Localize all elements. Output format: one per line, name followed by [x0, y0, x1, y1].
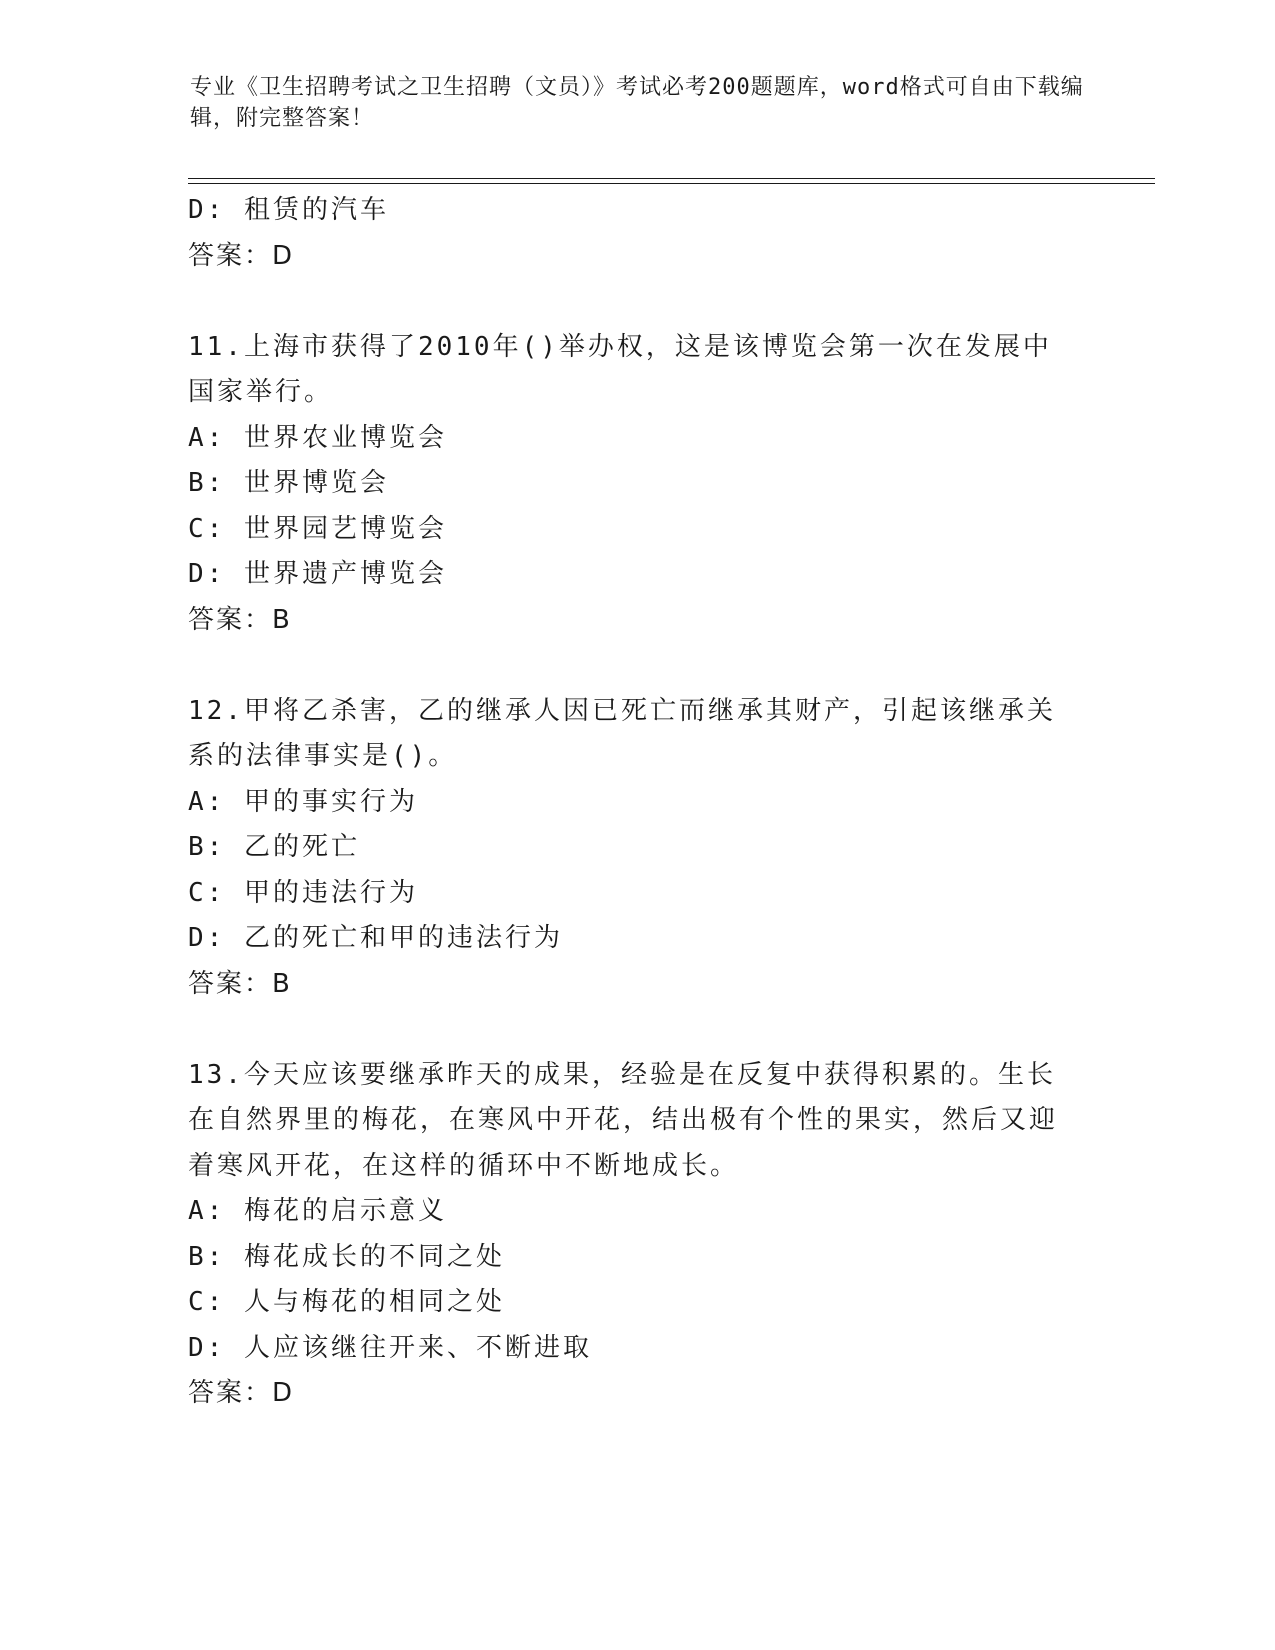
- question-stem: 13.今天应该要继承昨天的成果，经验是在反复中获得积累的。生长在自然界里的梅花，在寒风中开花，结出极有个性的果实，然后又迎着寒风开花，在这样的循环中不断地成长。: [188, 1059, 1059, 1181]
- spacer: [188, 1007, 1078, 1053]
- answer-line: 答案：B: [188, 968, 292, 999]
- option-a: A: 梅花的启示意义: [188, 1196, 447, 1226]
- option-d: D: 租赁的汽车: [188, 195, 389, 225]
- option-a: A: 世界农业博览会: [188, 422, 447, 453]
- question-13: [188, 1053, 1078, 1417]
- previous-question-tail: [188, 188, 1078, 279]
- header-text: 专业《卫生招聘考试之卫生招聘（文员）》考试必考200题题库，word格式可自由下载编辑，附完整答案！: [190, 75, 1084, 131]
- spacer: [188, 279, 1078, 325]
- header-divider-top: [188, 178, 1155, 179]
- option-c: C: 甲的违法行为: [188, 877, 418, 908]
- option-b: B: 乙的死亡: [188, 832, 360, 862]
- option-b: B: 梅花成长的不同之处: [188, 1241, 505, 1272]
- option-d: D: 世界遗产博览会: [188, 559, 447, 589]
- option-b: B: 世界博览会: [188, 468, 389, 498]
- answer-line: 答案：D: [188, 240, 295, 271]
- option-c: C: 世界园艺博览会: [188, 513, 447, 544]
- question-content: [188, 188, 1078, 1417]
- option-d: D: 乙的死亡和甲的违法行为: [188, 923, 563, 953]
- document-header: [190, 72, 1090, 134]
- question-11: [188, 325, 1078, 644]
- question-stem: 12.甲将乙杀害，乙的继承人因已死亡而继承其财产，引起该继承关系的法律事实是()。: [188, 695, 1056, 771]
- answer-line: 答案：B: [188, 604, 292, 635]
- spacer: [188, 643, 1078, 689]
- question-stem: 11.上海市获得了2010年()举办权，这是该博览会第一次在发展中国家举行。: [188, 331, 1052, 407]
- option-d: D: 人应该继往开来、不断进取: [188, 1332, 592, 1363]
- answer-line: 答案：D: [188, 1378, 295, 1408]
- option-c: C: 人与梅花的相同之处: [188, 1287, 505, 1317]
- option-a: A: 甲的事实行为: [188, 786, 418, 817]
- question-12: [188, 689, 1078, 1008]
- header-divider-bottom: [188, 183, 1155, 184]
